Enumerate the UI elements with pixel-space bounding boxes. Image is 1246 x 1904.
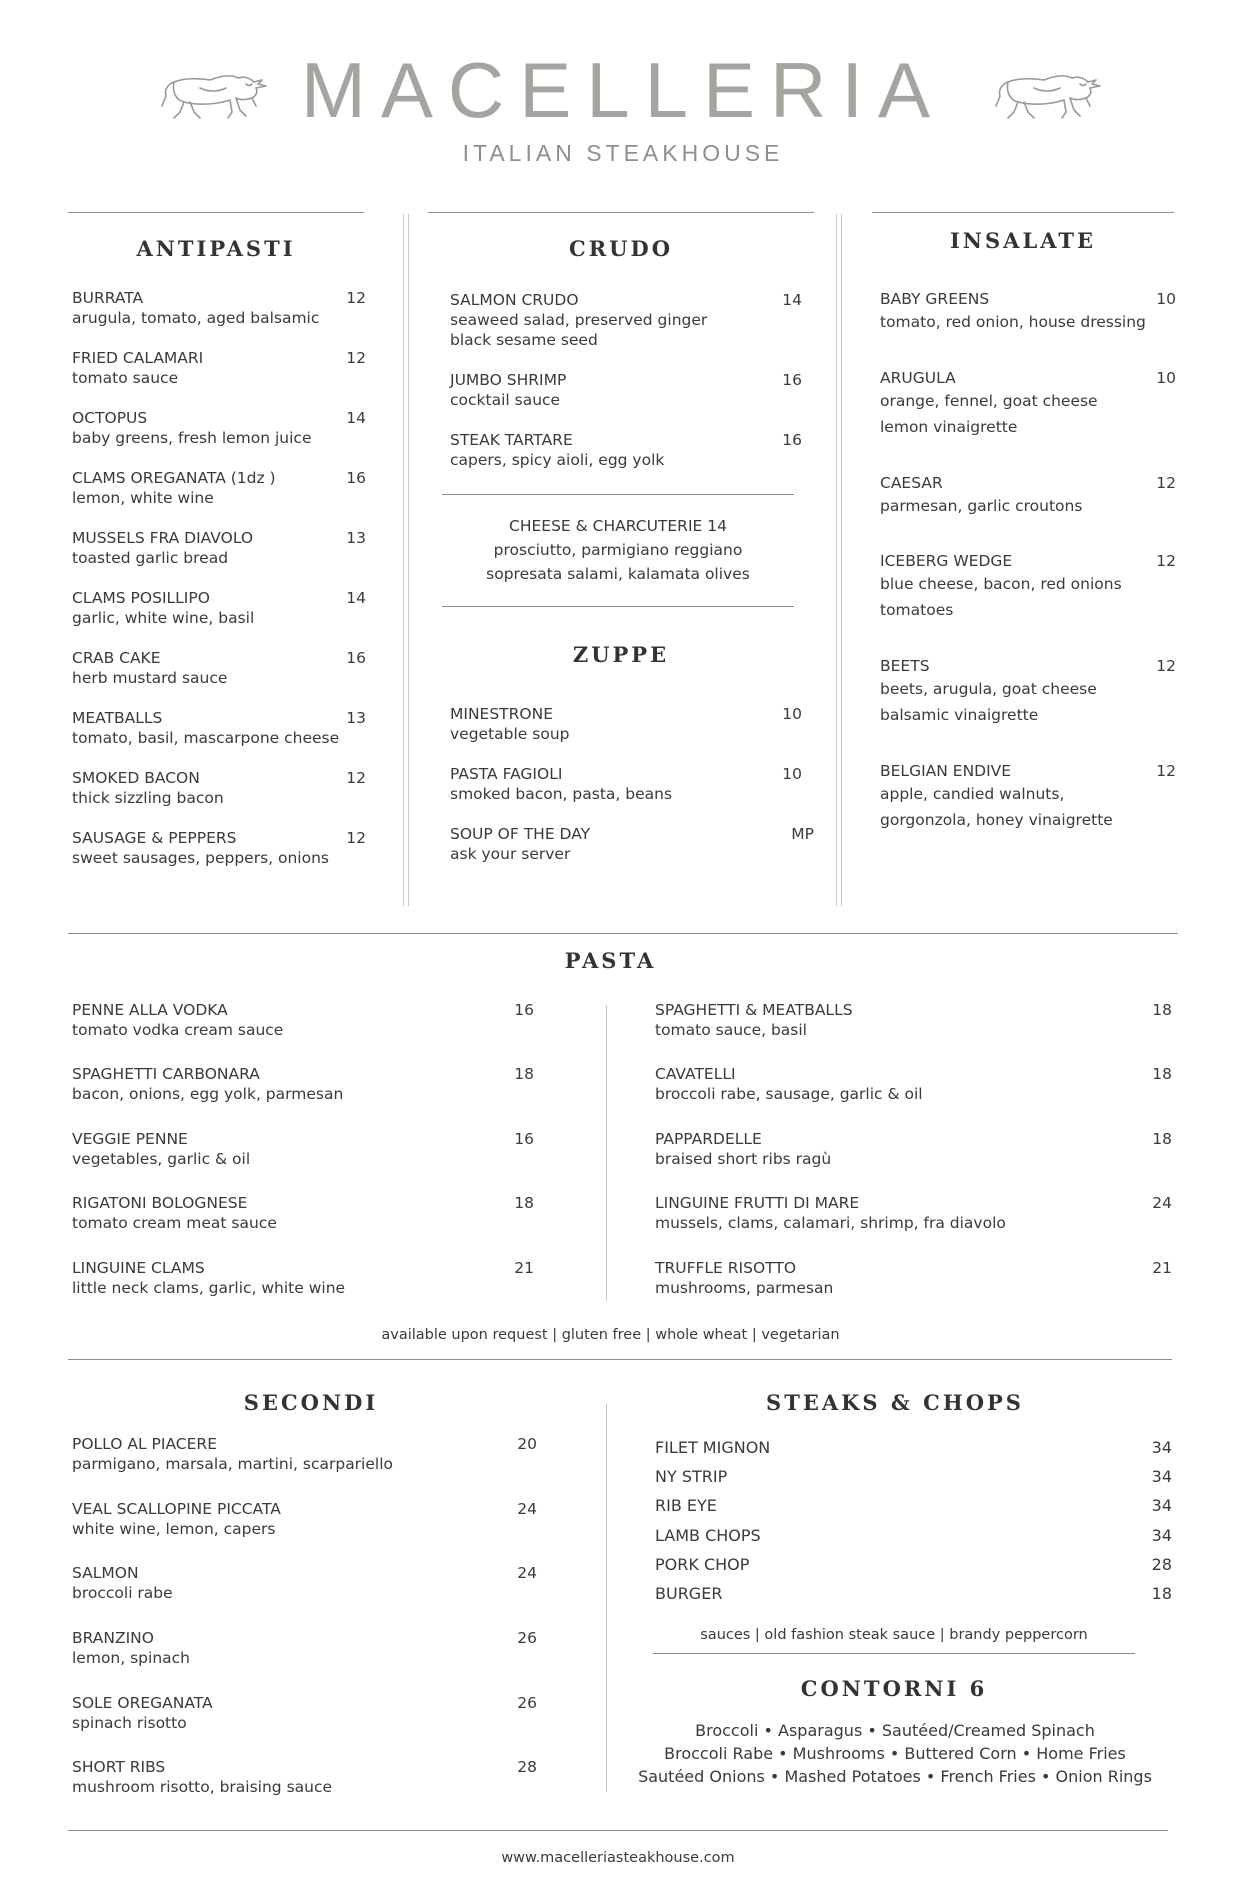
menu-item — [450, 290, 802, 350]
item-name: LINGUINE CLAMS — [72, 1259, 205, 1277]
item-price: 26 — [517, 1629, 537, 1647]
menu-item — [72, 708, 366, 748]
item-description: tomato sauce — [72, 369, 179, 387]
item-name: SAUSAGE & PEPPERS — [72, 829, 237, 847]
item-price: 24 — [1152, 1194, 1172, 1212]
item-name: ARUGULA — [880, 369, 956, 387]
item-name: CLAMS OREGANATA (1dz ) — [72, 469, 276, 487]
item-description: tomato sauce, basil — [655, 1021, 807, 1039]
menu-item — [880, 551, 1176, 623]
contorni-line: Broccoli Rabe • Mushrooms • Buttered Corn • Home Fries — [664, 1744, 1126, 1763]
item-description: spinach risotto — [72, 1714, 187, 1732]
item-description: broccoli rabe, sausage, garlic & oil — [655, 1085, 923, 1103]
section-title-antipasti: ANTIPASTI — [136, 236, 296, 261]
item-description: lemon, spinach — [72, 1649, 190, 1667]
item-price: 28 — [517, 1758, 537, 1776]
item-price: 10 — [782, 765, 802, 783]
item-price: 34 — [1151, 1526, 1172, 1545]
item-description: little neck clams, garlic, white wine — [72, 1279, 346, 1297]
contorni-list — [612, 1719, 1178, 1788]
menu-item — [72, 768, 366, 808]
item-name: STEAK TARTARE — [450, 431, 573, 449]
item-price: 13 — [346, 529, 366, 547]
item-description: capers, spicy aioli, egg yolk — [450, 451, 665, 469]
divider — [442, 494, 794, 495]
item-price: 26 — [517, 1694, 537, 1712]
item-price: 14 — [346, 409, 366, 427]
charcuterie-title: CHEESE & CHARCUTERIE 14 — [509, 517, 727, 535]
item-description: tomato vodka cream sauce — [72, 1021, 284, 1039]
divider — [68, 212, 364, 213]
menu-item — [72, 828, 366, 868]
item-description: tomato, red onion, house dressing — [880, 313, 1146, 331]
item-name: MEATBALLS — [72, 709, 163, 727]
item-name: BURRATA — [72, 289, 144, 307]
item-price: 10 — [1156, 369, 1176, 387]
item-description: white wine, lemon, capers — [72, 1520, 276, 1538]
column-divider — [606, 1404, 607, 1792]
item-name: RIGATONI BOLOGNESE — [72, 1194, 248, 1212]
item-description: baby greens, fresh lemon juice — [72, 429, 312, 447]
divider — [428, 212, 814, 213]
section-title-steaks: STEAKS & CHOPS — [766, 1390, 1024, 1415]
menu-item — [72, 648, 366, 688]
menu-item — [72, 1000, 534, 1040]
menu-item — [450, 764, 814, 804]
divider — [872, 212, 1174, 213]
item-description: mushroom risotto, braising sauce — [72, 1778, 333, 1796]
item-description: parmigano, marsala, martini, scarpariello — [72, 1455, 393, 1473]
column-divider — [836, 214, 837, 906]
item-price: 12 — [346, 769, 366, 787]
menu-item — [72, 1064, 534, 1104]
item-description: braised short ribs ragù — [655, 1150, 832, 1168]
item-description: broccoli rabe — [72, 1584, 173, 1602]
item-name: SHORT RIBS — [72, 1758, 166, 1776]
section-title-secondi: SECONDI — [243, 1390, 379, 1415]
item-description: parmesan, garlic croutons — [880, 497, 1083, 515]
menu-item — [72, 1563, 537, 1603]
item-name: PENNE ALLA VODKA — [72, 1001, 228, 1019]
item-name: NY STRIP — [655, 1467, 728, 1486]
item-price: 18 — [1152, 1001, 1172, 1019]
menu-item — [72, 468, 366, 508]
section-title-pasta: PASTA — [564, 948, 657, 973]
menu-item — [655, 1555, 1172, 1575]
item-description: blue cheese, bacon, red onions — [880, 575, 1122, 593]
menu-item — [655, 1526, 1172, 1546]
item-description: herb mustard sauce — [72, 669, 228, 687]
item-description: garlic, white wine, basil — [72, 609, 255, 627]
item-description: tomato, basil, mascarpone cheese — [72, 729, 340, 747]
item-price: 20 — [517, 1435, 537, 1453]
item-price: 16 — [346, 469, 366, 487]
item-name: SOUP OF THE DAY — [450, 825, 591, 843]
item-name: MINESTRONE — [450, 705, 553, 723]
sauces-note: sauces | old fashion steak sauce | brandy peppercorn — [700, 1627, 1088, 1643]
item-name: BABY GREENS — [880, 290, 990, 308]
item-description: orange, fennel, goat cheese — [880, 392, 1098, 410]
item-description: tomatoes — [880, 601, 954, 619]
menu-item — [72, 1693, 537, 1733]
menu-item — [655, 1258, 1172, 1298]
charcuterie-desc: prosciutto, parmigiano reggiano — [493, 541, 743, 559]
menu-item — [655, 1129, 1172, 1169]
item-price: 18 — [1152, 1065, 1172, 1083]
menu-item — [72, 1628, 537, 1668]
divider — [442, 606, 794, 607]
menu-item — [655, 1467, 1172, 1487]
contorni-line: Sautéed Onions • Mashed Potatoes • French Fries • Onion Rings — [638, 1767, 1152, 1786]
item-price: 12 — [346, 289, 366, 307]
menu-item — [655, 1438, 1172, 1458]
charcuterie-desc: sopresata salami, kalamata olives — [486, 565, 750, 583]
column-divider — [403, 214, 404, 906]
item-description: balsamic vinaigrette — [880, 706, 1039, 724]
item-name: BEETS — [880, 657, 930, 675]
menu-item — [72, 408, 366, 448]
column-divider — [606, 1005, 607, 1301]
item-description: sweet sausages, peppers, onions — [72, 849, 329, 867]
item-name: LINGUINE FRUTTI DI MARE — [655, 1194, 860, 1212]
item-price: 18 — [1151, 1584, 1172, 1603]
item-description: lemon, white wine — [72, 489, 214, 507]
menu-item — [655, 1193, 1172, 1233]
menu-item — [72, 588, 366, 628]
item-name: PASTA FAGIOLI — [450, 765, 563, 783]
item-name: RIB EYE — [655, 1496, 717, 1515]
menu-item — [72, 1499, 537, 1539]
menu-item — [72, 288, 366, 328]
item-name: OCTOPUS — [72, 409, 148, 427]
item-name: SALMON CRUDO — [450, 291, 579, 309]
menu-item — [72, 1258, 534, 1298]
item-name: MUSSELS FRA DIAVOLO — [72, 529, 254, 547]
item-name: FRIED CALAMARI — [72, 349, 204, 367]
item-name: SPAGHETTI & MEATBALLS — [655, 1001, 853, 1019]
item-name: SALMON — [72, 1564, 139, 1582]
menu-item — [72, 528, 366, 568]
item-price: 24 — [517, 1500, 537, 1518]
item-description: apple, candied walnuts, — [880, 785, 1065, 803]
item-name: CAESAR — [880, 474, 943, 492]
item-name: ICEBERG WEDGE — [880, 552, 1013, 570]
item-name: CRAB CAKE — [72, 649, 161, 667]
menu-item — [880, 289, 1176, 335]
item-name: BRANZINO — [72, 1629, 154, 1647]
item-description: smoked bacon, pasta, beans — [450, 785, 673, 803]
item-description: seaweed salad, preserved ginger — [450, 311, 708, 329]
item-name: SMOKED BACON — [72, 769, 200, 787]
item-description: tomato cream meat sauce — [72, 1214, 277, 1232]
item-price: 12 — [1156, 552, 1176, 570]
item-description: beets, arugula, goat cheese — [880, 680, 1097, 698]
column-divider — [841, 214, 842, 906]
divider — [68, 1359, 1172, 1360]
item-description: black sesame seed — [450, 331, 598, 349]
menu-item — [655, 1496, 1172, 1516]
section-title-crudo: CRUDO — [569, 236, 673, 261]
item-price: 12 — [346, 349, 366, 367]
menu-item — [880, 656, 1176, 728]
item-name: CAVATELLI — [655, 1065, 736, 1083]
item-description: mussels, clams, calamari, shrimp, fra diavolo — [655, 1214, 1006, 1232]
item-description: toasted garlic bread — [72, 549, 229, 567]
item-price: 18 — [1152, 1130, 1172, 1148]
item-price: 13 — [346, 709, 366, 727]
item-name: BURGER — [655, 1584, 723, 1603]
item-description: bacon, onions, egg yolk, parmesan — [72, 1085, 344, 1103]
menu-item — [655, 1064, 1172, 1104]
item-price: 10 — [782, 705, 802, 723]
item-description: mushrooms, parmesan — [655, 1279, 834, 1297]
item-description: thick sizzling bacon — [72, 789, 224, 807]
section-title-contorni: CONTORNI 6 — [800, 1676, 988, 1701]
item-price: 24 — [517, 1564, 537, 1582]
item-price: 12 — [346, 829, 366, 847]
item-price: 34 — [1151, 1467, 1172, 1486]
menu-item — [72, 1193, 534, 1233]
item-description: cocktail sauce — [450, 391, 561, 409]
section-title-insalate: INSALATE — [949, 228, 1097, 253]
item-price: 18 — [514, 1065, 534, 1083]
menu-item — [655, 1584, 1172, 1604]
menu-item — [450, 824, 814, 864]
item-price: 16 — [782, 371, 802, 389]
menu-item — [72, 348, 366, 388]
menu-item — [72, 1757, 537, 1797]
item-name: BELGIAN ENDIVE — [880, 762, 1012, 780]
menu-item — [655, 1000, 1172, 1040]
menu-item — [72, 1434, 537, 1474]
item-price: 18 — [514, 1194, 534, 1212]
item-price: 16 — [782, 431, 802, 449]
menu-item — [72, 1129, 534, 1169]
item-description: gorgonzola, honey vinaigrette — [880, 811, 1113, 829]
item-price: 12 — [1156, 474, 1176, 492]
item-name: PAPPARDELLE — [655, 1130, 762, 1148]
menu-item — [880, 368, 1176, 440]
menu-item — [450, 704, 814, 744]
brand-tagline: ITALIAN STEAKHOUSE — [462, 140, 784, 166]
item-name: JUMBO SHRIMP — [450, 371, 567, 389]
item-name: POLLO AL PIACERE — [72, 1435, 217, 1453]
pasta-note: available upon request | gluten free | whole wheat | vegetarian — [381, 1327, 840, 1343]
column-divider — [408, 214, 409, 906]
item-price: 12 — [1156, 762, 1176, 780]
item-description: lemon vinaigrette — [880, 418, 1018, 436]
menu-item — [880, 473, 1176, 519]
item-price: 16 — [346, 649, 366, 667]
item-price: 21 — [1152, 1259, 1172, 1277]
item-description: vegetable soup — [450, 725, 570, 743]
divider — [653, 1653, 1135, 1654]
item-description: vegetables, garlic & oil — [72, 1150, 251, 1168]
item-price: 28 — [1151, 1555, 1172, 1574]
item-name: SOLE OREGANATA — [72, 1694, 213, 1712]
item-price: 14 — [346, 589, 366, 607]
website-link[interactable]: www.macelleriasteakhouse.com — [501, 1850, 735, 1866]
menu-item — [450, 370, 802, 410]
item-name: LAMB CHOPS — [655, 1526, 761, 1545]
item-price: 10 — [1156, 290, 1176, 308]
item-price: 14 — [782, 291, 802, 309]
item-price: 34 — [1151, 1438, 1172, 1457]
item-price: 16 — [514, 1001, 534, 1019]
item-name: FILET MIGNON — [655, 1438, 771, 1457]
item-name: TRUFFLE RISOTTO — [655, 1259, 797, 1277]
item-name: CLAMS POSILLIPO — [72, 589, 210, 607]
item-price: 12 — [1156, 657, 1176, 675]
item-name: VEGGIE PENNE — [72, 1130, 188, 1148]
menu-item — [450, 430, 802, 470]
contorni-line: Broccoli • Asparagus • Sautéed/Creamed Spinach — [695, 1721, 1095, 1740]
item-price: MP — [791, 825, 814, 843]
divider — [68, 1830, 1168, 1831]
item-description: ask your server — [450, 845, 571, 863]
item-name: VEAL SCALLOPINE PICCATA — [72, 1500, 281, 1518]
menu-item — [880, 761, 1176, 833]
item-name: PORK CHOP — [655, 1555, 750, 1574]
item-price: 16 — [514, 1130, 534, 1148]
item-name: SPAGHETTI CARBONARA — [72, 1065, 260, 1083]
divider — [68, 933, 1178, 934]
item-price: 34 — [1151, 1496, 1172, 1515]
brand-title: MACELLERIA — [300, 46, 946, 134]
charcuterie-box — [442, 514, 794, 586]
item-description: arugula, tomato, aged balsamic — [72, 309, 320, 327]
section-title-zuppe: ZUPPE — [572, 642, 670, 667]
item-price: 21 — [514, 1259, 534, 1277]
